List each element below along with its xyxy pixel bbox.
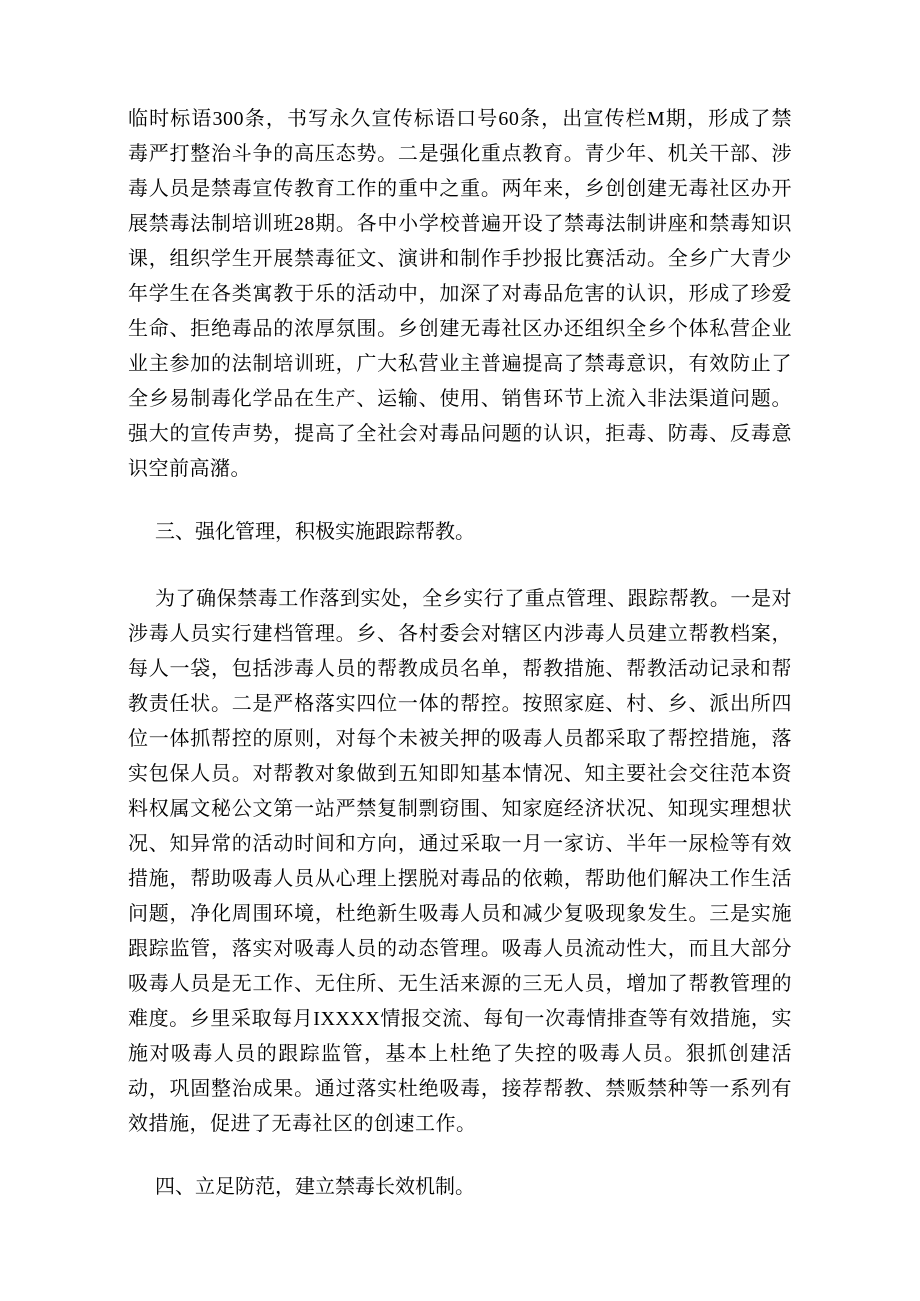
section-heading-4: 四、立足防范，建立禁毒长效机制。 <box>155 1176 475 1198</box>
paragraph-management-tracking: 为了确保禁毒工作落到实处，全乡实行了重点管理、跟踪帮教。一是对涉毒人员实行建档管理。乡、各村委会对辖区内涉毒人员建立帮教档案，每人一袋，包括涉毒人员的帮教成员名单，帮教措施、帮教活动记录和帮教责任状。二是严格落实四位一体的帮控。按照家庭、村、乡、派出所四位一体抓帮控的原则，对每个未被关押的吸毒人员都采取了帮控措施，落实包保人员。对帮教对象做到五知即知基本情况、知主要社会交往范本资料权属文秘公文第一站严禁复制剽窃围、知家庭经济状况、知现实理想状况、知异常的活动时间和方向，通过采取一月一家访、半年一尿检等有效措施，帮助吸毒人员从心理上摆脱对毒品的依赖，帮助他们解决工作生活问题，净化周围环境，杜绝新生吸毒人员和减少复吸现象发生。三是实施跟踪监管，落实对吸毒人员的动态管理。吸毒人员流动性大，而且大部分吸毒人员是无工作、无住所、无生活来源的三无人员，增加了帮教管理的难度。乡里采取每月IXXXX情报交流、每旬一次毒情排查等有效措施，实施对吸毒人员的跟踪监管，基本上杜绝了失控的吸毒人员。狠抓创建活动，巩固整治成果。通过落实杜绝吸毒，接荐帮教、禁贩禁种等一系列有效措施，促进了无毒社区的创速工作。 <box>128 588 792 1135</box>
section-heading-3: 三、强化管理，积极实施跟踪帮教。 <box>155 521 475 543</box>
paragraph-publicity-education: 临时标语300条，书写永久宣传标语口号60条，出宣传栏M期，形成了禁毒严打整治斗争的高压态势。二是强化重点教育。青少年、机关干部、涉毒人员是禁毒宣传教育工作的重中之重。两年来，乡创创建无毒社区办开展禁毒法制培训班28期。各中小学校普遍开设了禁毒法制讲座和禁毒知识课，组织学生开展禁毒征文、演讲和制作手抄报比赛活动。全乡广大青少年学生在各类寓教于乐的活动中，加深了对毒品危害的认识，形成了珍爱生命、拒绝毒品的浓厚氛围。乡创建无毒社区办还组织全乡个体私营企业业主参加的法制培训班，广大私营业主普遍提高了禁毒意识，有效防止了全乡易制毒化学品在生产、运输、使用、销售环节上流入非法渠道问题。强大的宣传声势，提高了全社会对毒品问题的认识，拒毒、防毒、反毒意识空前高潴。 <box>128 108 792 480</box>
